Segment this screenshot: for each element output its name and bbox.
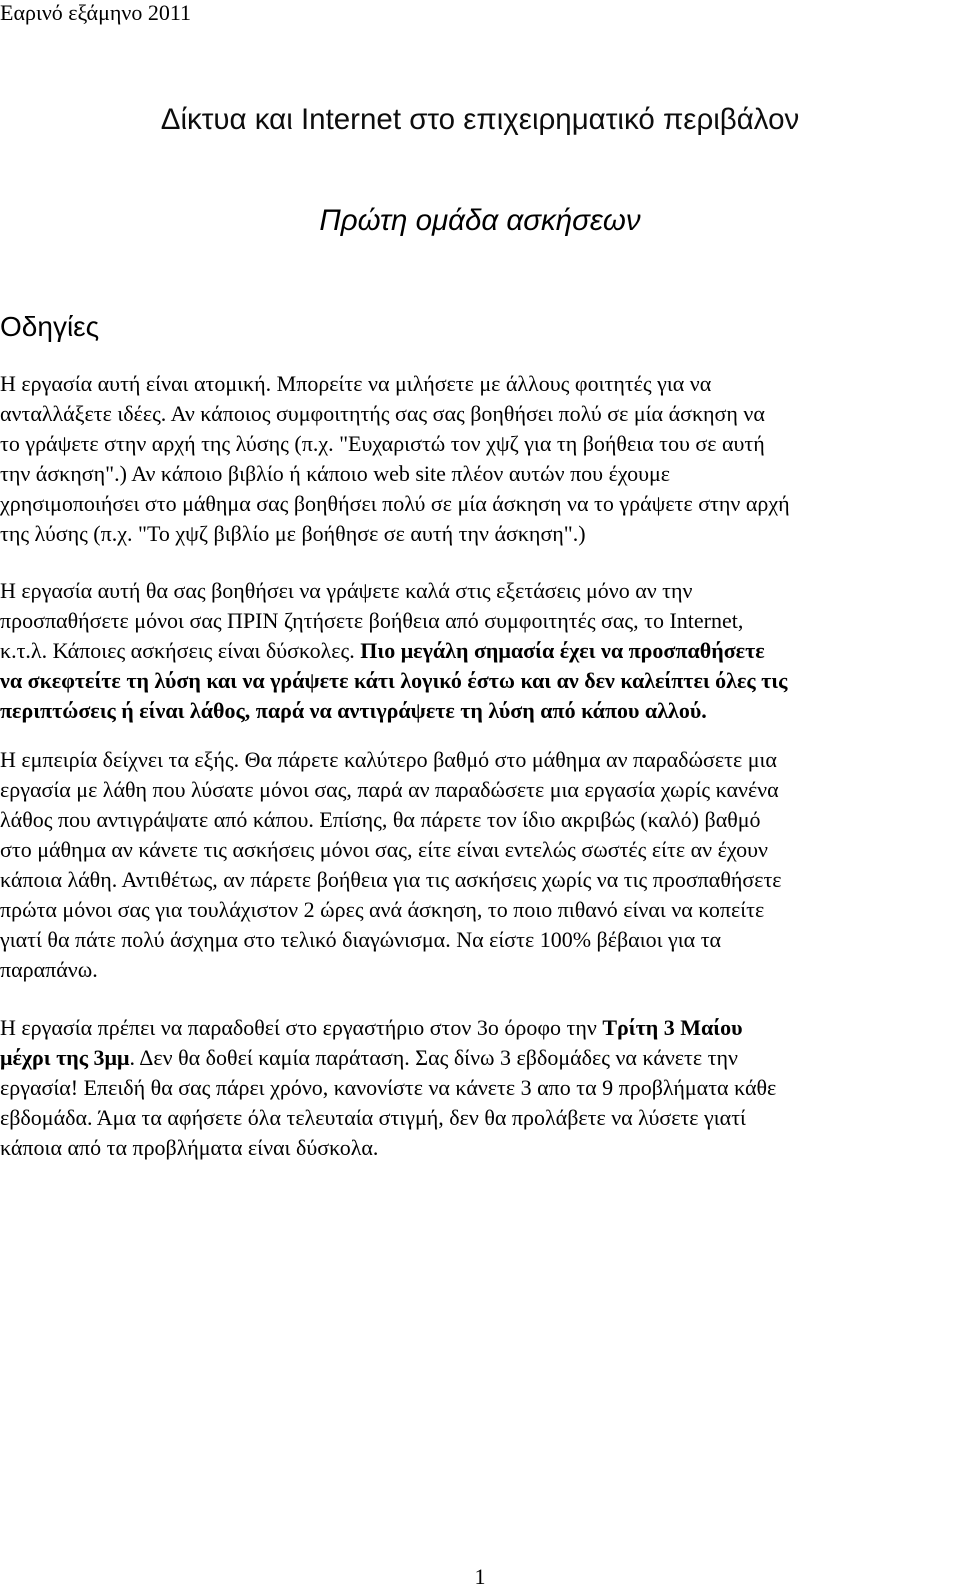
text-line: γιατί θα πάτε πολύ άσχημα στο τελικό διαγώνισμα. Να είστε 100% βέβαιοι για τα xyxy=(0,927,722,952)
text-line: εργασία! Επειδή θα σας πάρει χρόνο, κανονίστε να κάνετε 3 απο τα 9 προβλήματα κάθε xyxy=(0,1075,777,1100)
bold-text: να σκεφτείτε τη λύση και να γράψετε κάτι λογικό έστω και αν δεν καλείπτει όλες τις xyxy=(0,668,788,693)
text-line xyxy=(0,1043,960,1073)
text-line: χρησιμοποιήσει στο μάθημα σας βοηθήσει πολύ σε μία άσκηση να το γράψετε στην αρχή xyxy=(0,491,790,516)
text-line: το γράψετε στην αρχή της λύσης (π.χ. "Ευχαριστώ τον χψζ για τη βοήθεια του σε αυτή xyxy=(0,431,765,456)
text-line: εβδομάδα. Άμα τα αφήσετε όλα τελευταία στιγμή, δεν θα προλάβετε να λύσετε γιατί xyxy=(0,1105,746,1130)
text-line: Η εργασία αυτή θα σας βοηθήσει να γράψετε καλά στις εξετάσεις μόνο αν την xyxy=(0,578,693,603)
text-line: προσπαθήσετε μόνοι σας ΠΡΙΝ ζητήσετε βοήθεια από συμφοιτητές σας, το Internet, xyxy=(0,608,744,633)
text-segment: κ.τ.λ. Κάποιες ασκήσεις είναι δύσκολες. xyxy=(0,638,361,663)
paragraph-deadline xyxy=(0,1013,960,1163)
document-title: Δίκτυα και Internet στο επιχειρηματικό περιβάλον xyxy=(160,103,800,136)
text-line: Η εργασία αυτή είναι ατομική. Μπορείτε να μιλήσετε με άλλους φοιτητές για να xyxy=(0,371,712,396)
text-line xyxy=(0,636,960,666)
bold-text: μέχρι της 3μμ xyxy=(0,1045,130,1070)
text-segment: . Δεν θα δοθεί καμία παράταση. Σας δίνω 3 εβδομάδες να κάνετε την xyxy=(129,1045,738,1070)
text-line: της λύσης (π.χ. "Το χψζ βιβλίο με βοήθησε σε αυτή την άσκηση".) xyxy=(0,521,586,546)
text-line: την άσκηση".) Αν κάποιο βιβλίο ή κάποιο web site πλέον αυτών που έχουμε xyxy=(0,461,671,486)
text-line xyxy=(0,696,960,726)
document-body xyxy=(0,369,960,1190)
section-heading: Οδηγίες xyxy=(0,311,100,342)
bold-text: Πιο μεγάλη σημασία έχει να προσπαθήσετε xyxy=(360,638,765,663)
paragraph-effort xyxy=(0,576,960,726)
text-line: στο μάθημα αν κάνετε τις ασκήσεις μόνοι σας, είτε είναι εντελώς σωστές είτε αν έχουν xyxy=(0,837,768,862)
page-number: 1 xyxy=(474,1564,486,1589)
paragraph-instructions xyxy=(0,369,960,549)
document-subtitle: Πρώτη ομάδα ασκήσεων xyxy=(319,204,641,237)
text-line: παραπάνω. xyxy=(0,957,98,982)
text-line: ανταλλάξετε ιδέες. Αν κάποιος συμφοιτητής σας σας βοηθήσει πολύ σε μία άσκηση να xyxy=(0,401,765,426)
paragraph-experience xyxy=(0,745,960,985)
text-segment: Η εργασία πρέπει να παραδοθεί στο εργαστήριο στον 3ο όροφο την xyxy=(0,1015,603,1040)
text-line: πρώτα μόνοι σας για τουλάχιστον 2 ώρες ανά άσκηση, το ποιο πιθανό είναι να κοπείτε xyxy=(0,897,765,922)
text-line xyxy=(0,1013,960,1043)
text-line xyxy=(0,666,960,696)
bold-text: περιπτώσεις ή είναι λάθος, παρά να αντιγράψετε τη λύση από κάπου αλλού. xyxy=(0,698,707,723)
text-line: κάποια από τα προβλήματα είναι δύσκολα. xyxy=(0,1135,379,1160)
text-line: κάποια λάθη. Αντιθέτως, αν πάρετε βοήθεια για τις ασκήσεις χωρίς να τις προσπαθήσετε xyxy=(0,867,782,892)
bold-text: Τρίτη 3 Μαίου xyxy=(602,1015,743,1040)
text-line: λάθος που αντιγράψατε από κάπου. Επίσης, θα πάρετε τον ίδιο ακριβώς (καλό) βαθμό xyxy=(0,807,761,832)
semester-label: Εαρινό εξάμηνο 2011 xyxy=(0,0,191,25)
text-line: εργασία με λάθη που λύσατε μόνοι σας, παρά αν παραδώσετε μια εργασία χωρίς κανένα xyxy=(0,777,779,802)
text-line: Η εμπειρία δείχνει τα εξής. Θα πάρετε καλύτερο βαθμό στο μάθημα αν παραδώσετε μια xyxy=(0,747,777,772)
